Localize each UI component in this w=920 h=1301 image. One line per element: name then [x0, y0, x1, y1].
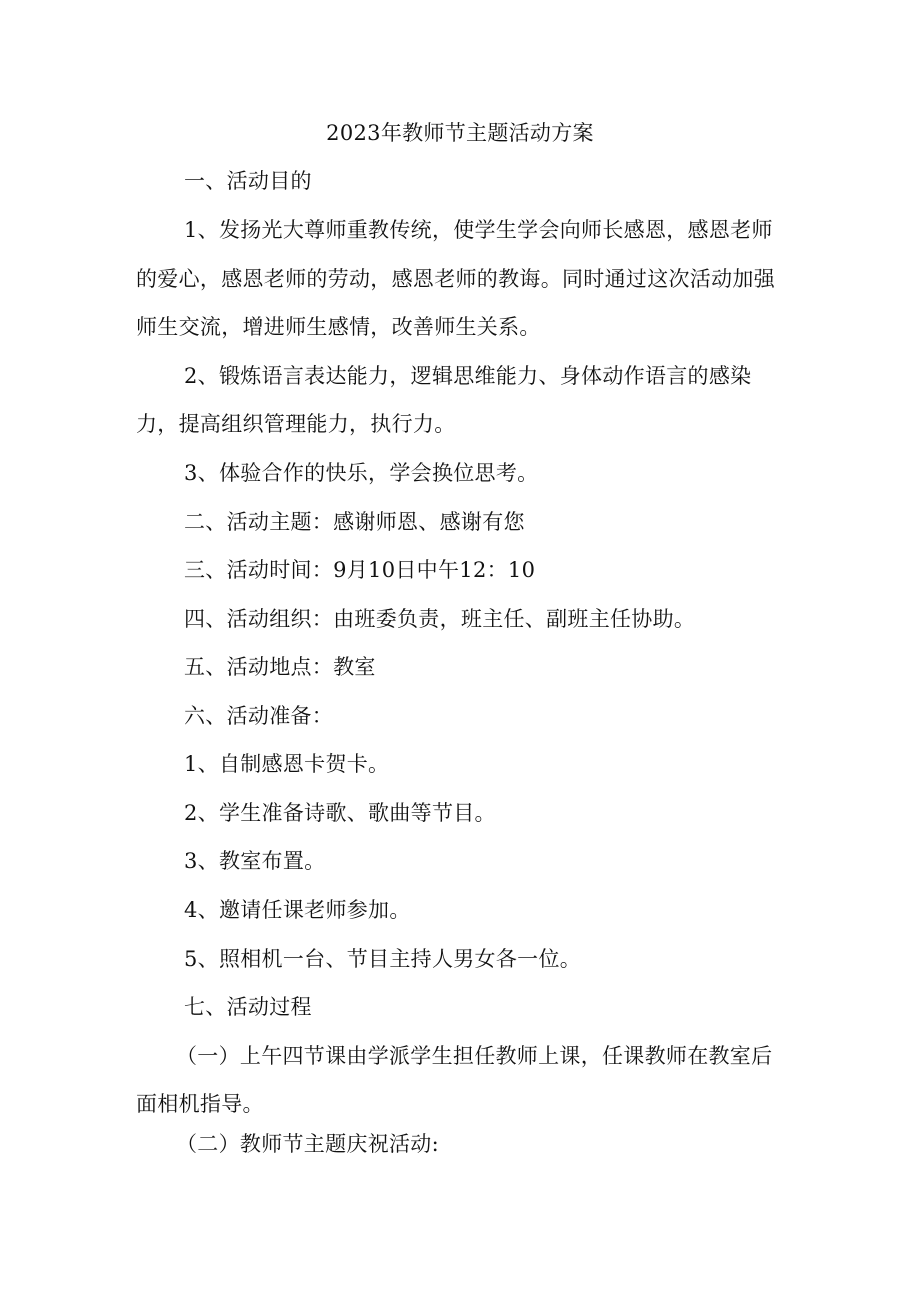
list-item: 4、邀请任课老师参加。 — [184, 898, 411, 922]
paragraph-line: 2、锻炼语言表达能力，逻辑思维能力、身体动作语言的感染 — [184, 364, 752, 388]
list-item: 1、自制感恩卡贺卡。 — [184, 752, 390, 776]
section-heading-purpose: 一、活动目的 — [184, 169, 312, 193]
paragraph-line: （一）上午四节课由学派学生担任教师上课，任课教师在教室后 — [176, 1044, 773, 1068]
section-heading-place: 五、活动地点：教室 — [184, 655, 376, 679]
list-item: 3、教室布置。 — [184, 849, 326, 873]
paragraph-line: 的爱心，感恩老师的劳动，感恩老师的教诲。同时通过这次活动加强 — [136, 267, 775, 291]
section-heading-time: 三、活动时间：9月10日中午12：10 — [184, 558, 536, 582]
section-heading-process: 七、活动过程 — [184, 995, 312, 1019]
paragraph-line: 3、体验合作的快乐，学会换位思考。 — [184, 461, 539, 485]
section-heading-organization: 四、活动组织：由班委负责，班主任、副班主任协助。 — [184, 607, 696, 631]
paragraph-line: 力，提高组织管理能力，执行力。 — [136, 412, 456, 436]
paragraph-line: 师生交流，增进师生感情，改善师生关系。 — [136, 315, 541, 339]
paragraph-line: 面相机指导。 — [136, 1092, 264, 1116]
section-heading-theme: 二、活动主题：感谢师恩、感谢有您 — [184, 510, 525, 534]
paragraph-line: 1、发扬光大尊师重教传统，使学生学会向师长感恩，感恩老师 — [184, 218, 773, 242]
list-item: 5、照相机一台、节目主持人男女各一位。 — [184, 947, 582, 971]
section-heading-preparation: 六、活动准备： — [184, 704, 334, 728]
list-item: 2、学生准备诗歌、歌曲等节目。 — [184, 801, 496, 825]
paragraph-line: （二）教师节主题庆祝活动: — [176, 1132, 439, 1156]
document-title: 2023年教师节主题活动方案 — [326, 121, 594, 145]
